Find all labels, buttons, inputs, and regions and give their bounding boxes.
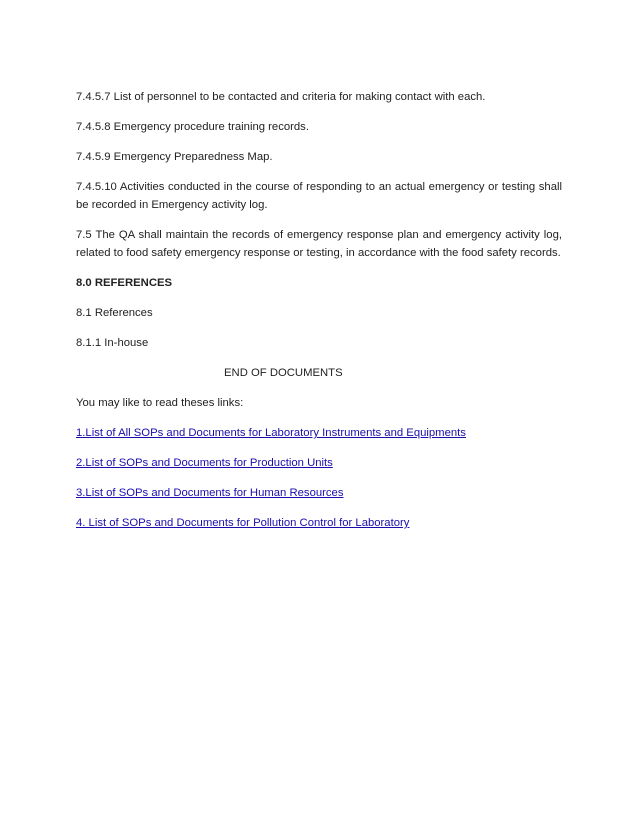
link-pollution-control[interactable]: 4. List of SOPs and Documents for Pollution Control for Laboratory: [76, 517, 410, 529]
link-item: [76, 514, 562, 532]
paragraph-7-4-5-9: 7.4.5.9 Emergency Preparedness Map.: [76, 151, 273, 163]
paragraph-7-5: 7.5 The QA shall maintain the records of emergency response plan and emergency activity log, related to food safety emergency response or testing, in accordance with the food safety records.: [76, 229, 562, 259]
paragraph-7-4-5-8: 7.4.5.8 Emergency procedure training records.: [76, 121, 309, 133]
link-item: [76, 424, 562, 442]
section-heading-references: 8.0 REFERENCES: [76, 277, 173, 289]
link-laboratory-instruments[interactable]: 1.List of All SOPs and Documents for Laboratory Instruments and Equipments: [76, 427, 466, 439]
document-page: [76, 88, 562, 544]
paragraph-8-1-1: 8.1.1 In-house: [76, 337, 149, 349]
end-of-documents-title: END OF DOCUMENTS: [224, 367, 343, 379]
links-intro: You may like to read theses links:: [76, 397, 244, 409]
link-human-resources[interactable]: 3.List of SOPs and Documents for Human Resources: [76, 487, 344, 499]
paragraph-8-1: 8.1 References: [76, 307, 153, 319]
paragraph-7-4-5-10: 7.4.5.10 Activities conducted in the course of responding to an actual emergency or testing shall be recorded in Emergency activity log.: [76, 181, 562, 211]
link-item: [76, 484, 562, 502]
link-production-units[interactable]: 2.List of SOPs and Documents for Production Units: [76, 457, 333, 469]
link-item: [76, 454, 562, 472]
paragraph-7-4-5-7: 7.4.5.7 List of personnel to be contacted and criteria for making contact with each.: [76, 91, 486, 103]
